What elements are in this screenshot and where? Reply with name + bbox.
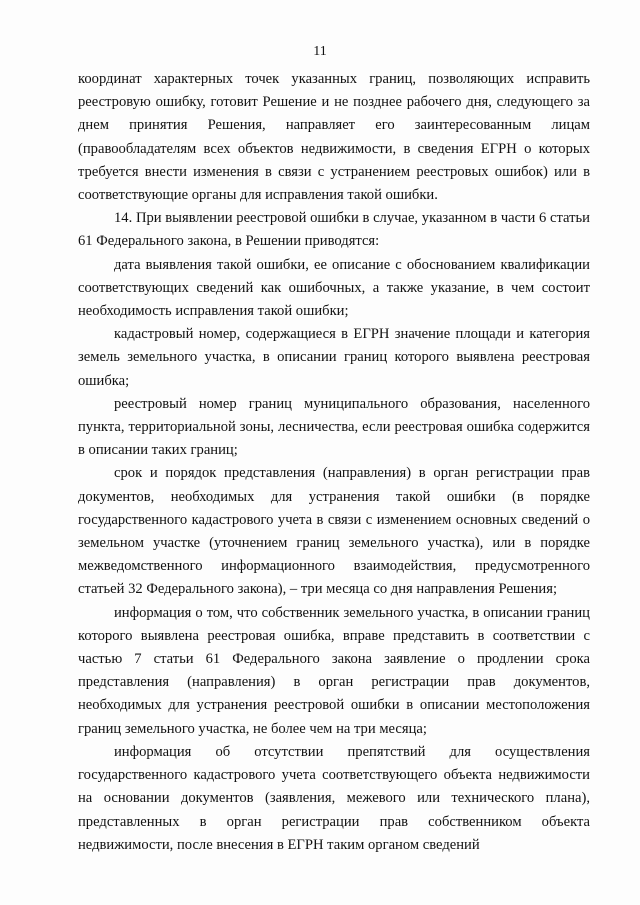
page-number: 11 [313, 44, 327, 59]
paragraph-continuation: координат характерных точек указанных границ, позволяющих исправить реестровую ошибку, готовит Решение и не позднее рабочего дня, следующего за днем принятия Решения, направляет его заинтересованным лицам (правообладателям всех объектов недвижимости, в сведения ЕГРН о которых требуется внести изменения в связи с устранением реестровых ошибок) или в соответствующие органы для исправления такой ошибки. [78, 71, 590, 204]
paragraph-no-obstacles: информация об отсутствии препятствий для осуществления государственного кадастрового учета соответствующего объекта недвижимости на основании документов (заявления, межевого или технического плана), представленных в орган регистрации прав собственником объекта недвижимости, после внесения в ЕГРН таким органом сведений [78, 743, 590, 853]
paragraph-deadline: срок и порядок представления (направления) в орган регистрации прав документов, необходимых для устранения такой ошибки (в порядке государственного кадастрового учета в связи с изменением основных сведений о земельном участке (уточнением границ земельного участка), или в порядке межведомственного информационного взаимодействия, предусмотренного статьей 32 Федерального закона), – три месяца со дня направления Решения; [78, 465, 590, 598]
paragraph-extension-info: информация о том, что собственник земельного участка, в описании границ которого выявлена реестровая ошибка, вправе представить в соответствии с частью 7 статьи 61 Федерального закона заявление о продлении срока представления (направления) в орган регистрации прав документов, необходимых для устранения реестровой ошибки в описании местоположения границ земельного участка, не более чем на три месяца; [78, 604, 590, 737]
paragraph-item-14: 14. При выявлении реестровой ошибки в случае, указанном в части 6 статьи 61 Федерального закона, в Решении приводятся: [78, 210, 590, 250]
document-body [78, 68, 590, 857]
paragraph-registry-number: реестровый номер границ муниципального образования, населенного пункта, территориальной зоны, лесничества, если реестровая ошибка содержится в описании таких границ; [78, 395, 590, 459]
paragraph-error-date: дата выявления такой ошибки, ее описание с обоснованием квалификации соответствующих сведений как ошибочных, а также указание, в чем состоит необходимость исправления такой ошибки; [78, 256, 590, 320]
paragraph-cadastral-number: кадастровый номер, содержащиеся в ЕГРН значение площади и категория земель земельного участка, в описании границ которого выявлена реестровая ошибка; [78, 326, 590, 389]
